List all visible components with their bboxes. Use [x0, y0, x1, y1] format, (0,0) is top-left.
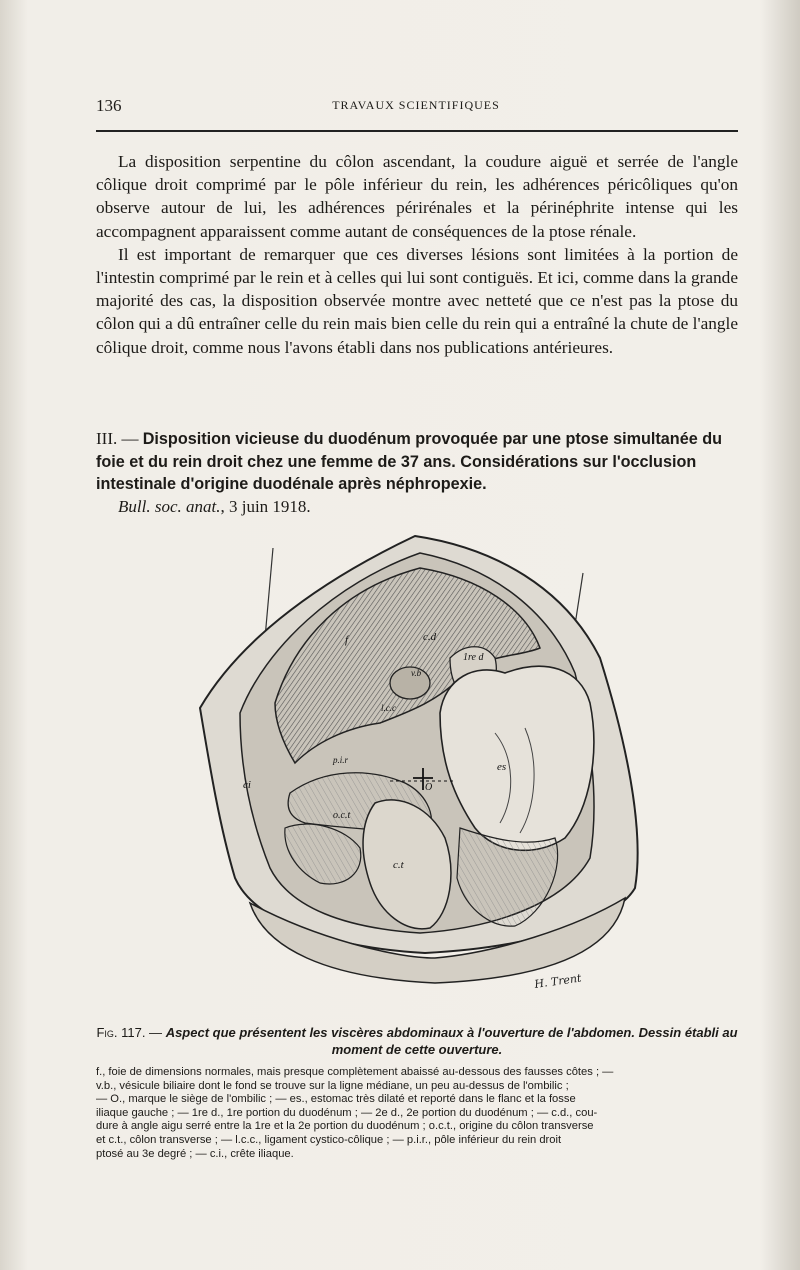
legend-line: ptosé au 3e degré ; — c.i., crête iliaque.	[96, 1147, 294, 1160]
entry-title: Disposition vicieuse du duodénum provoquée par une ptose simultanée du foie et du rein droit chez une femme de 37 ans. Considérations sur l'occlusion intestinale d'origine duodénale après néphropexie.	[96, 430, 722, 493]
legend-line: v.b., vésicule biliaire dont le fond se trouve sur la ligne médiane, un peu au-dessus de l'ombilic ;	[96, 1079, 569, 1092]
label-es: es	[497, 761, 507, 773]
anatomical-illustration	[195, 528, 645, 1003]
label-1re-d: 1re d	[463, 652, 484, 663]
artist-signature: H. Trent	[533, 971, 583, 991]
label-pir: p.i.r	[333, 755, 349, 765]
label-lcc: l.c.c	[381, 703, 396, 713]
legend-line: iliaque gauche ; — 1re d., 1re portion du duodénum ; — 2e d., 2e portion du duodénum ; — c.d., cou-	[96, 1106, 598, 1119]
label-cd: c.d	[423, 631, 437, 643]
label-vb: v.b	[411, 668, 422, 678]
label-ct: c.t	[393, 859, 404, 871]
gallbladder	[390, 667, 430, 699]
figure-legend	[96, 1066, 742, 1161]
entry-journal: Bull. soc. anat.	[118, 496, 221, 516]
legend-line: f., foie de dimensions normales, mais presque complètement abaissé au-dessous des fausses côtes ; —	[96, 1066, 614, 1078]
paragraph-2: Il est important de remarquer que ces diverses lésions sont limitées à la portion de l'intestin comprimé par le rein et à celles qui lui sont contiguës. Et ici, comme dans la grande majorité des cas, la disposition observée montre avec netteté que ce n'est pas la ptose du côlon qui a dû entraîner celle du rein mais bien celle du rein qui a entraîné la chute de l'angle côlique droit, comme nous l'avons établi dans nos publications antérieures.	[96, 244, 738, 357]
running-title: TRAVAUX SCIENTIFIQUES	[332, 98, 500, 112]
paragraph-1: La disposition serpentine du côlon ascendant, la coudure aiguë et serrée de l'angle côlique droit comprimé par le pôle inférieur du rein, les adhérences péricôliques qu'on observe autour de lui, les adhérences périrénales et la périnéphrite intense qui les accompagnent apparaissent comme autant de conséquences de la ptose rénale.	[96, 152, 738, 241]
entry-reference	[96, 496, 738, 518]
header-rule	[96, 130, 738, 132]
legend-line: — O., marque le siège de l'ombilic ; — es., estomac très dilaté et reporté dans le flanc et la fosse	[96, 1093, 576, 1106]
bibliography-entry	[96, 428, 738, 517]
legend-line: dure à angle aigu serré entre la 1re et la 2e portion du duodénum ; o.c.t., origine du côlon transverse	[96, 1120, 594, 1133]
running-head	[96, 96, 736, 122]
label-f: f	[345, 634, 349, 646]
label-oct: o.c.t	[333, 810, 351, 821]
entry-number: III. —	[96, 429, 139, 448]
label-ci: ci	[243, 779, 251, 791]
figure-caption	[96, 1024, 738, 1058]
label-o: O	[425, 782, 433, 793]
figure-caption-text: Aspect que présentent les viscères abdominaux à l'ouverture de l'abdomen. Dessin établi au moment de cette ouverture.	[165, 1025, 738, 1057]
body-text	[96, 150, 738, 359]
page-number: 136	[96, 96, 122, 115]
entry-date: , 3 juin 1918.	[220, 496, 311, 516]
figure-label: Fig. 117. —	[96, 1025, 163, 1040]
legend-line: et c.t., côlon transverse ; — l.c.c., ligament cystico-côlique ; — p.i.r., pôle inférieur du rein droit	[96, 1133, 562, 1146]
